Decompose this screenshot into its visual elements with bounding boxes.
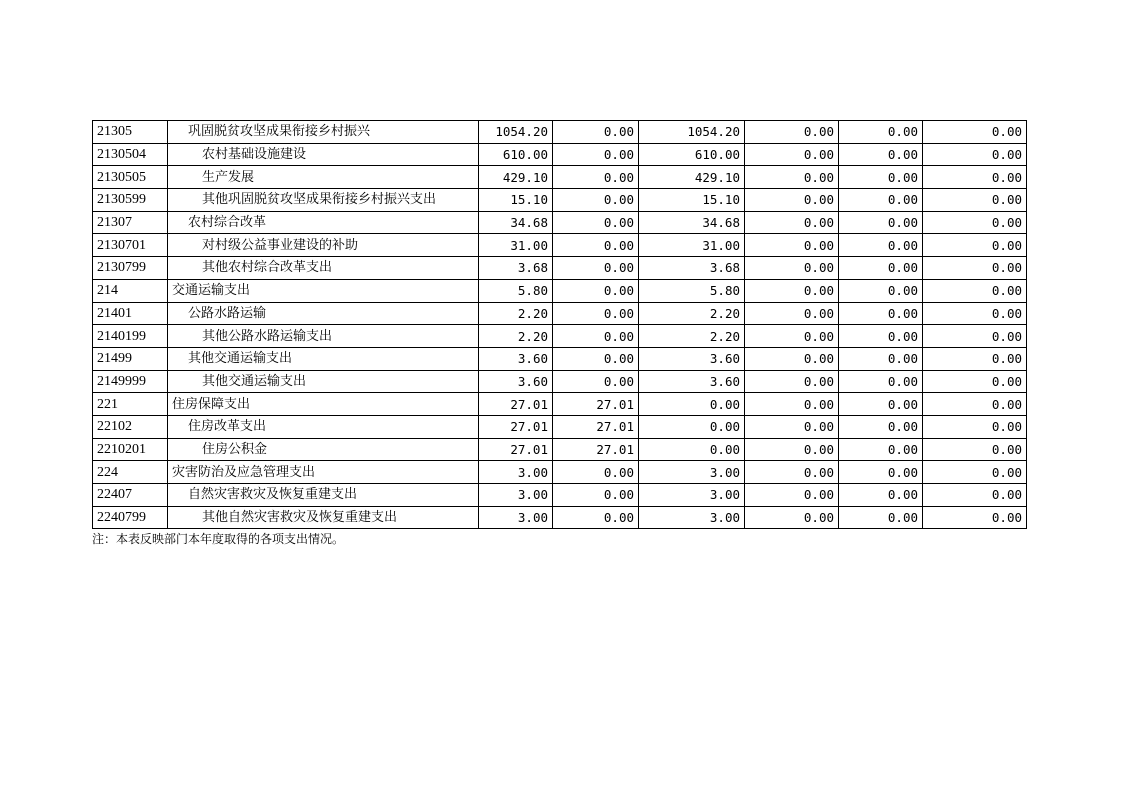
amount-cell-v3: 3.68 xyxy=(639,257,745,280)
expenditure-table xyxy=(92,120,1027,529)
amount-cell-v4: 0.00 xyxy=(745,211,839,234)
amount-cell-v3: 0.00 xyxy=(639,415,745,438)
subject-name-cell: 住房公积金 xyxy=(168,438,479,461)
amount-cell-v2: 27.01 xyxy=(553,438,639,461)
subject-code-cell: 21307 xyxy=(93,211,168,234)
amount-cell-v5: 0.00 xyxy=(839,189,923,212)
amount-cell-v1: 31.00 xyxy=(479,234,553,257)
amount-cell-v3: 5.80 xyxy=(639,279,745,302)
amount-cell-v4: 0.00 xyxy=(745,393,839,416)
subject-code-cell: 2140199 xyxy=(93,325,168,348)
subject-name-cell: 农村综合改革 xyxy=(168,211,479,234)
subject-name-cell: 交通运输支出 xyxy=(168,279,479,302)
subject-code-cell: 2130504 xyxy=(93,143,168,166)
amount-cell-v5: 0.00 xyxy=(839,325,923,348)
amount-cell-v2: 0.00 xyxy=(553,211,639,234)
amount-cell-v1: 3.60 xyxy=(479,370,553,393)
amount-cell-v1: 27.01 xyxy=(479,393,553,416)
amount-cell-v5: 0.00 xyxy=(839,279,923,302)
amount-cell-v2: 0.00 xyxy=(553,257,639,280)
table-body xyxy=(93,121,1027,529)
subject-code-cell: 21305 xyxy=(93,121,168,144)
table-note: 注：本表反映部门本年度取得的各项支出情况。 xyxy=(92,532,345,546)
table-row xyxy=(93,257,1027,280)
amount-cell-v3: 0.00 xyxy=(639,438,745,461)
subject-name-cell: 住房改革支出 xyxy=(168,415,479,438)
table-row xyxy=(93,143,1027,166)
amount-cell-v6: 0.00 xyxy=(923,506,1027,529)
table-row xyxy=(93,234,1027,257)
amount-cell-v1: 429.10 xyxy=(479,166,553,189)
amount-cell-v4: 0.00 xyxy=(745,189,839,212)
amount-cell-v4: 0.00 xyxy=(745,325,839,348)
amount-cell-v6: 0.00 xyxy=(923,325,1027,348)
amount-cell-v1: 610.00 xyxy=(479,143,553,166)
amount-cell-v6: 0.00 xyxy=(923,438,1027,461)
amount-cell-v4: 0.00 xyxy=(745,347,839,370)
subject-name-cell: 其他交通运输支出 xyxy=(168,347,479,370)
amount-cell-v6: 0.00 xyxy=(923,461,1027,484)
subject-name-cell: 灾害防治及应急管理支出 xyxy=(168,461,479,484)
subject-name-cell: 其他农村综合改革支出 xyxy=(168,257,479,280)
amount-cell-v6: 0.00 xyxy=(923,211,1027,234)
amount-cell-v1: 15.10 xyxy=(479,189,553,212)
amount-cell-v1: 2.20 xyxy=(479,325,553,348)
amount-cell-v2: 0.00 xyxy=(553,143,639,166)
subject-code-cell: 2210201 xyxy=(93,438,168,461)
table-row xyxy=(93,347,1027,370)
amount-cell-v1: 5.80 xyxy=(479,279,553,302)
amount-cell-v2: 27.01 xyxy=(553,415,639,438)
subject-name-cell: 其他自然灾害救灾及恢复重建支出 xyxy=(168,506,479,529)
amount-cell-v2: 0.00 xyxy=(553,121,639,144)
amount-cell-v2: 0.00 xyxy=(553,461,639,484)
amount-cell-v4: 0.00 xyxy=(745,166,839,189)
amount-cell-v6: 0.00 xyxy=(923,279,1027,302)
amount-cell-v4: 0.00 xyxy=(745,234,839,257)
amount-cell-v4: 0.00 xyxy=(745,279,839,302)
amount-cell-v3: 429.10 xyxy=(639,166,745,189)
table-row xyxy=(93,279,1027,302)
amount-cell-v1: 27.01 xyxy=(479,438,553,461)
amount-cell-v3: 15.10 xyxy=(639,189,745,212)
amount-cell-v3: 3.00 xyxy=(639,461,745,484)
table-row xyxy=(93,484,1027,507)
amount-cell-v5: 0.00 xyxy=(839,234,923,257)
amount-cell-v2: 0.00 xyxy=(553,484,639,507)
table-row xyxy=(93,438,1027,461)
amount-cell-v4: 0.00 xyxy=(745,506,839,529)
subject-name-cell: 巩固脱贫攻坚成果衔接乡村振兴 xyxy=(168,121,479,144)
table-row xyxy=(93,211,1027,234)
amount-cell-v5: 0.00 xyxy=(839,143,923,166)
subject-code-cell: 224 xyxy=(93,461,168,484)
amount-cell-v2: 0.00 xyxy=(553,302,639,325)
amount-cell-v6: 0.00 xyxy=(923,166,1027,189)
amount-cell-v4: 0.00 xyxy=(745,370,839,393)
amount-cell-v3: 610.00 xyxy=(639,143,745,166)
table-row xyxy=(93,370,1027,393)
table-row xyxy=(93,461,1027,484)
amount-cell-v1: 3.68 xyxy=(479,257,553,280)
amount-cell-v4: 0.00 xyxy=(745,461,839,484)
amount-cell-v4: 0.00 xyxy=(745,484,839,507)
subject-name-cell: 其他巩固脱贫攻坚成果衔接乡村振兴支出 xyxy=(168,189,479,212)
subject-code-cell: 2130701 xyxy=(93,234,168,257)
subject-code-cell: 21499 xyxy=(93,347,168,370)
amount-cell-v6: 0.00 xyxy=(923,121,1027,144)
subject-code-cell: 2130799 xyxy=(93,257,168,280)
amount-cell-v4: 0.00 xyxy=(745,121,839,144)
amount-cell-v2: 0.00 xyxy=(553,506,639,529)
amount-cell-v3: 34.68 xyxy=(639,211,745,234)
amount-cell-v2: 0.00 xyxy=(553,325,639,348)
amount-cell-v3: 3.00 xyxy=(639,506,745,529)
amount-cell-v4: 0.00 xyxy=(745,257,839,280)
subject-name-cell: 自然灾害救灾及恢复重建支出 xyxy=(168,484,479,507)
amount-cell-v5: 0.00 xyxy=(839,438,923,461)
subject-code-cell: 2149999 xyxy=(93,370,168,393)
amount-cell-v3: 2.20 xyxy=(639,325,745,348)
amount-cell-v4: 0.00 xyxy=(745,302,839,325)
amount-cell-v5: 0.00 xyxy=(839,484,923,507)
amount-cell-v5: 0.00 xyxy=(839,347,923,370)
amount-cell-v2: 0.00 xyxy=(553,189,639,212)
subject-name-cell: 其他公路水路运输支出 xyxy=(168,325,479,348)
table-row xyxy=(93,325,1027,348)
table-row xyxy=(93,121,1027,144)
amount-cell-v2: 0.00 xyxy=(553,347,639,370)
subject-code-cell: 214 xyxy=(93,279,168,302)
subject-code-cell: 21401 xyxy=(93,302,168,325)
amount-cell-v5: 0.00 xyxy=(839,506,923,529)
amount-cell-v6: 0.00 xyxy=(923,415,1027,438)
table-row xyxy=(93,415,1027,438)
subject-code-cell: 22102 xyxy=(93,415,168,438)
subject-name-cell: 其他交通运输支出 xyxy=(168,370,479,393)
amount-cell-v5: 0.00 xyxy=(839,415,923,438)
amount-cell-v4: 0.00 xyxy=(745,438,839,461)
amount-cell-v1: 34.68 xyxy=(479,211,553,234)
amount-cell-v5: 0.00 xyxy=(839,393,923,416)
amount-cell-v1: 3.00 xyxy=(479,484,553,507)
amount-cell-v4: 0.00 xyxy=(745,415,839,438)
subject-name-cell: 对村级公益事业建设的补助 xyxy=(168,234,479,257)
amount-cell-v3: 3.00 xyxy=(639,484,745,507)
subject-name-cell: 住房保障支出 xyxy=(168,393,479,416)
amount-cell-v2: 0.00 xyxy=(553,370,639,393)
amount-cell-v3: 1054.20 xyxy=(639,121,745,144)
amount-cell-v6: 0.00 xyxy=(923,143,1027,166)
amount-cell-v3: 3.60 xyxy=(639,370,745,393)
table-row xyxy=(93,166,1027,189)
amount-cell-v6: 0.00 xyxy=(923,484,1027,507)
amount-cell-v6: 0.00 xyxy=(923,234,1027,257)
subject-code-cell: 22407 xyxy=(93,484,168,507)
amount-cell-v6: 0.00 xyxy=(923,393,1027,416)
table-row xyxy=(93,506,1027,529)
amount-cell-v4: 0.00 xyxy=(745,143,839,166)
amount-cell-v5: 0.00 xyxy=(839,461,923,484)
amount-cell-v6: 0.00 xyxy=(923,347,1027,370)
amount-cell-v2: 0.00 xyxy=(553,166,639,189)
amount-cell-v5: 0.00 xyxy=(839,211,923,234)
amount-cell-v5: 0.00 xyxy=(839,121,923,144)
amount-cell-v1: 2.20 xyxy=(479,302,553,325)
amount-cell-v3: 0.00 xyxy=(639,393,745,416)
amount-cell-v6: 0.00 xyxy=(923,189,1027,212)
subject-code-cell: 2240799 xyxy=(93,506,168,529)
subject-name-cell: 公路水路运输 xyxy=(168,302,479,325)
amount-cell-v6: 0.00 xyxy=(923,370,1027,393)
table-row xyxy=(93,302,1027,325)
subject-name-cell: 农村基础设施建设 xyxy=(168,143,479,166)
table-row xyxy=(93,189,1027,212)
subject-code-cell: 2130599 xyxy=(93,189,168,212)
amount-cell-v5: 0.00 xyxy=(839,257,923,280)
amount-cell-v1: 3.00 xyxy=(479,461,553,484)
amount-cell-v2: 27.01 xyxy=(553,393,639,416)
amount-cell-v3: 3.60 xyxy=(639,347,745,370)
amount-cell-v5: 0.00 xyxy=(839,302,923,325)
amount-cell-v1: 27.01 xyxy=(479,415,553,438)
subject-code-cell: 2130505 xyxy=(93,166,168,189)
amount-cell-v1: 1054.20 xyxy=(479,121,553,144)
amount-cell-v1: 3.00 xyxy=(479,506,553,529)
amount-cell-v3: 2.20 xyxy=(639,302,745,325)
subject-code-cell: 221 xyxy=(93,393,168,416)
amount-cell-v5: 0.00 xyxy=(839,370,923,393)
subject-name-cell: 生产发展 xyxy=(168,166,479,189)
amount-cell-v3: 31.00 xyxy=(639,234,745,257)
amount-cell-v6: 0.00 xyxy=(923,257,1027,280)
amount-cell-v6: 0.00 xyxy=(923,302,1027,325)
amount-cell-v2: 0.00 xyxy=(553,234,639,257)
amount-cell-v1: 3.60 xyxy=(479,347,553,370)
amount-cell-v5: 0.00 xyxy=(839,166,923,189)
amount-cell-v2: 0.00 xyxy=(553,279,639,302)
table-row xyxy=(93,393,1027,416)
